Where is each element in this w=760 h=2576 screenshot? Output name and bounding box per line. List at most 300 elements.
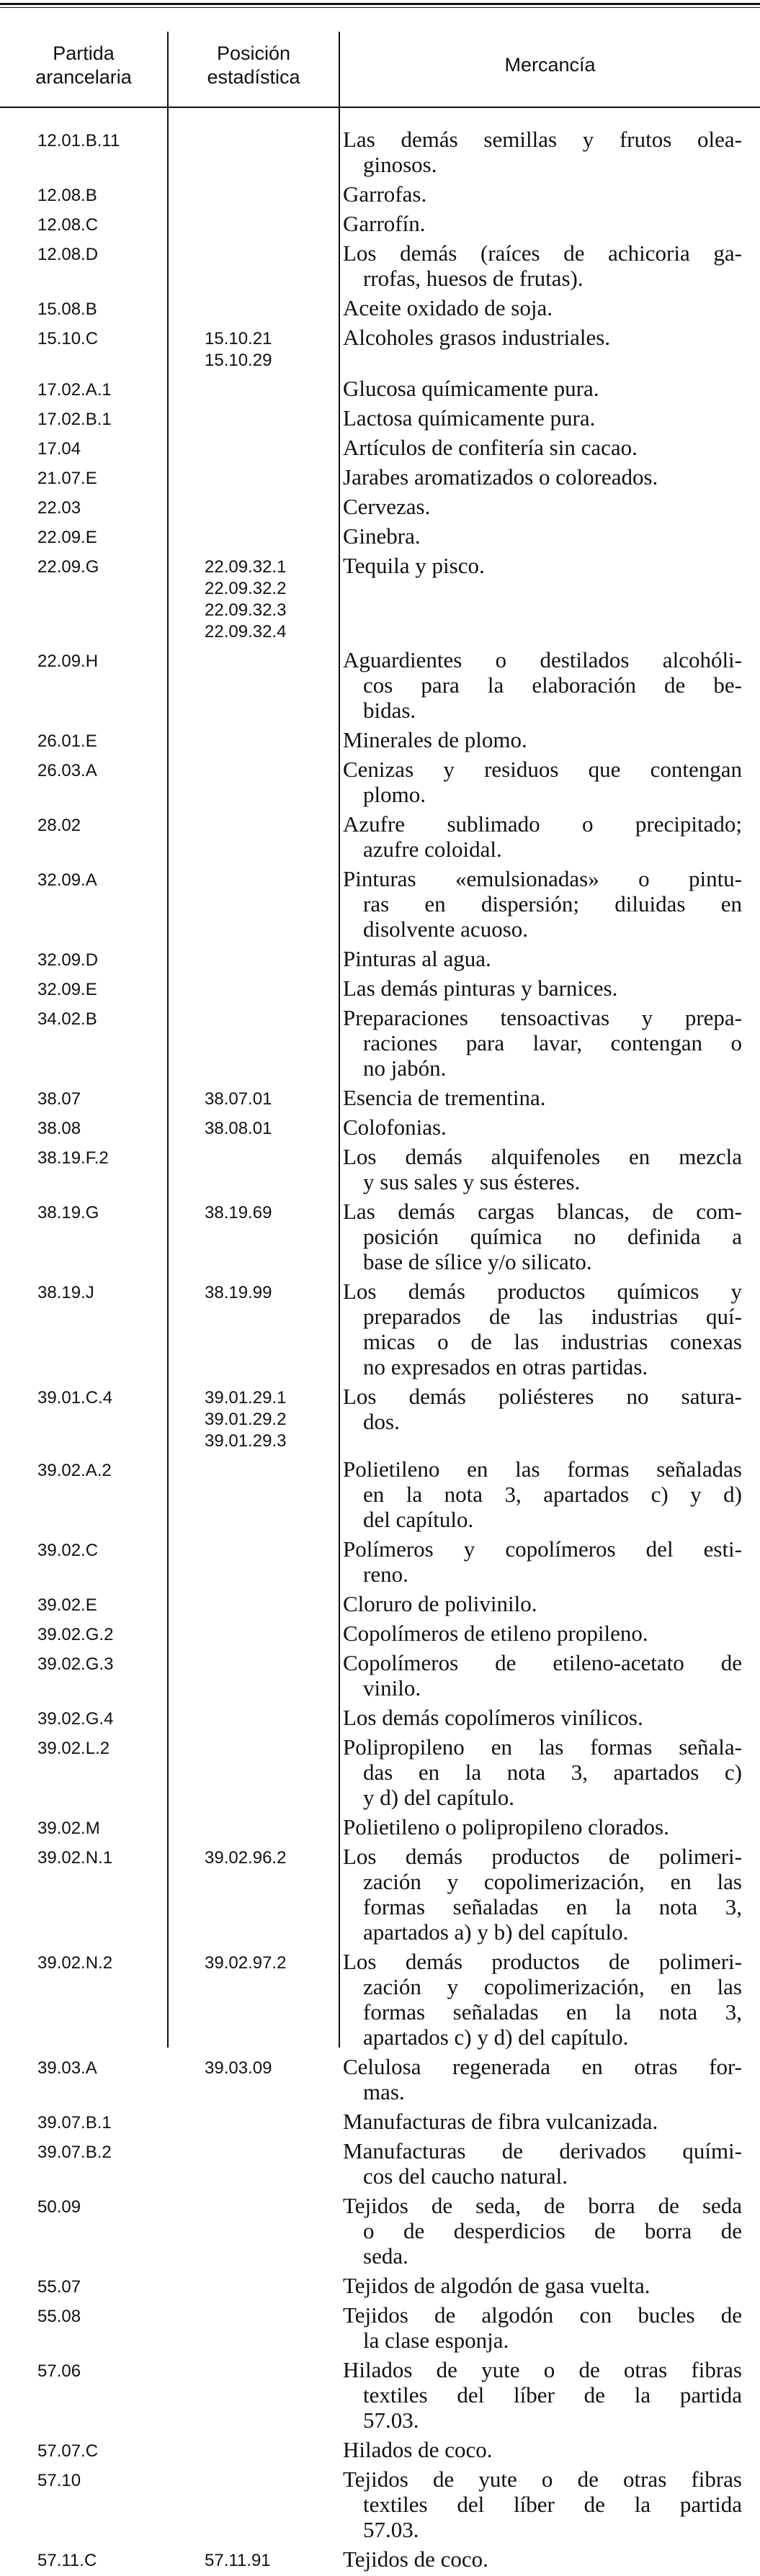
header-mercancia: Mercancía <box>504 54 596 76</box>
mercancia-line: Manufacturas de derivados quími- <box>343 2138 742 2163</box>
posicion-value: 39.02.97.2 <box>205 1953 287 1973</box>
partida-cell: 39.02.G.2 <box>37 1625 114 1644</box>
posicion-cell <box>167 325 339 376</box>
mercancia-line: Pinturas «emulsionadas» o pintu- <box>343 866 742 891</box>
mercancia-line: cos para la elaboración de be- <box>363 672 742 698</box>
mercancia-line: Garrofín. <box>343 211 426 236</box>
posicion-cell <box>167 464 339 494</box>
mercancia-cell <box>339 2302 742 2357</box>
posicion-cell <box>167 494 339 523</box>
mercancia-line: o de desperdicios de borra de <box>363 2218 742 2243</box>
mercancia-line: seda. <box>363 2243 408 2269</box>
mercancia-line: rrofas, huesos de frutas). <box>363 266 584 291</box>
header-partida-line2: arancelaria <box>35 66 132 88</box>
table-row <box>0 325 760 376</box>
mercancia-line: apartados a) y b) del capítulo. <box>363 1919 629 1945</box>
mercancia-line: Ginebra. <box>343 523 421 549</box>
table-row <box>0 1384 760 1456</box>
header-partida-line1: Partida <box>53 42 115 64</box>
table-row <box>0 1536 760 1591</box>
partida-cell: 12.08.B <box>37 186 97 205</box>
mercancia-line: Tejidos de algodón de gasa vuelta. <box>343 2273 651 2298</box>
mercancia-line: Manufacturas de fibra vulcanizada. <box>343 2109 658 2134</box>
mercancia-cell <box>339 376 742 405</box>
mercancia-cell <box>339 1384 742 1456</box>
mercancia-line: Polipropileno en las formas señala- <box>343 1734 742 1760</box>
mercancia-line: apartados c) y d) del capítulo. <box>363 2025 629 2050</box>
mercancia-line: Celulosa regenerada en otras for- <box>343 2054 742 2079</box>
partida-cell: 22.09.G <box>37 557 99 577</box>
partida-cell: 17.02.A.1 <box>37 380 112 400</box>
posicion-cell <box>167 1005 339 1085</box>
mercancia-line: Colofonias. <box>343 1114 447 1140</box>
mercancia-cell <box>339 523 742 553</box>
mercancia-line: formas señaladas en la nota 3, <box>363 1999 742 2025</box>
table-row <box>0 1591 760 1621</box>
mercancia-line: 57.03. <box>363 2408 419 2433</box>
mercancia-line: Polímeros y copolímeros del esti- <box>343 1536 742 1562</box>
table-row <box>0 1144 760 1199</box>
partida-cell: 39.01.C.4 <box>37 1388 113 1408</box>
partida-cell: 39.07.B.2 <box>37 2143 112 2162</box>
posicion-value: 39.02.96.2 <box>205 1848 287 1868</box>
mercancia-line: Los demás poliésteres no satura- <box>343 1384 742 1409</box>
posicion-value: 22.09.32.4 <box>205 622 287 641</box>
posicion-cell <box>167 1650 339 1705</box>
mercancia-cell <box>339 1279 742 1384</box>
partida-cell: 12.01.B.11 <box>37 131 120 150</box>
partida-cell: 38.19.J <box>37 1283 94 1302</box>
partida-cell: 55.07 <box>37 2277 81 2297</box>
mercancia-line: cos del caucho natural. <box>363 2163 568 2189</box>
mercancia-line: Tejidos de coco. <box>343 2546 488 2572</box>
table-row <box>0 1734 760 1814</box>
mercancia-line: Preparaciones tensoactivas y prepa- <box>343 1005 742 1030</box>
table-row <box>0 405 760 435</box>
mercancia-line: Tejidos de yute o de otras fibras <box>343 2467 742 2492</box>
table-row <box>0 1650 760 1705</box>
mercancia-cell <box>339 1144 742 1199</box>
table-row <box>0 2193 760 2273</box>
mercancia-cell <box>339 240 742 295</box>
posicion-cell <box>167 946 339 976</box>
posicion-cell <box>167 240 339 295</box>
table-row <box>0 1456 760 1536</box>
table-row <box>0 1949 760 2054</box>
partida-cell: 39.02.C <box>37 1541 99 1560</box>
mercancia-line: Cervezas. <box>343 494 431 519</box>
partida-cell: 39.02.L.2 <box>37 1739 110 1758</box>
posicion-cell <box>167 1844 339 1949</box>
mercancia-line: textiles del líber de la partida <box>363 2382 742 2408</box>
posicion-cell <box>167 2357 339 2437</box>
table-row <box>0 181 760 211</box>
mercancia-line: reno. <box>363 1562 408 1587</box>
mercancia-line: Tequila y pisco. <box>343 553 485 578</box>
partida-cell: 22.03 <box>37 498 81 518</box>
mercancia-line: mas. <box>363 2079 405 2104</box>
mercancia-line: Copolímeros de etileno-acetato de <box>343 1650 742 1675</box>
mercancia-cell <box>339 866 742 946</box>
mercancia-cell <box>339 946 742 976</box>
mercancia-cell <box>339 181 742 211</box>
posicion-cell <box>167 2054 339 2109</box>
header-posicion-line1: Posición <box>216 42 291 64</box>
posicion-cell <box>167 295 339 325</box>
mercancia-line: Los demás alquifenoles en mezcla <box>343 1144 742 1169</box>
mercancia-cell <box>339 553 742 647</box>
mercancia-line: Copolímeros de etileno propileno. <box>343 1621 648 1646</box>
mercancia-cell <box>339 1456 742 1536</box>
mercancia-cell <box>339 1199 742 1279</box>
mercancia-cell <box>339 494 742 523</box>
mercancia-line: Los demás (raíces de achicoria ga- <box>343 240 742 266</box>
mercancia-line: Cenizas y residuos que contengan <box>343 757 742 782</box>
partida-cell: 38.07 <box>37 1089 81 1109</box>
partida-cell: 57.07.C <box>37 2441 99 2461</box>
partida-cell: 39.02.M <box>37 1819 100 1838</box>
posicion-value: 15.10.29 <box>205 351 272 370</box>
table-row <box>0 1005 760 1085</box>
partida-cell: 39.02.E <box>37 1595 97 1615</box>
partida-cell: 12.08.D <box>37 245 99 264</box>
mercancia-line: azufre coloidal. <box>363 837 502 862</box>
mercancia-line: Glucosa químicamente pura. <box>343 376 599 401</box>
posicion-cell <box>167 1814 339 1844</box>
partida-cell: 17.02.B.1 <box>37 410 112 429</box>
table-row <box>0 2138 760 2193</box>
mercancia-cell <box>339 1621 742 1650</box>
posicion-value: 38.07.01 <box>205 1089 272 1109</box>
posicion-cell <box>167 553 339 647</box>
posicion-value: 39.01.29.2 <box>205 1410 287 1429</box>
mercancia-cell <box>339 1949 742 2054</box>
partida-cell: 32.09.D <box>37 950 99 970</box>
mercancia-cell <box>339 757 742 811</box>
table-row <box>0 1199 760 1279</box>
header-posicion <box>169 42 339 89</box>
mercancia-line: y d) del capítulo. <box>363 1785 515 1810</box>
mercancia-line: vinilo. <box>363 1675 421 1701</box>
posicion-cell <box>167 2302 339 2357</box>
mercancia-line: no expresados en otras partidas. <box>363 1354 648 1379</box>
table-row <box>0 127 760 181</box>
table-row <box>0 2054 760 2109</box>
partida-cell: 39.03.A <box>37 2058 97 2078</box>
mercancia-cell <box>339 295 742 325</box>
posicion-cell <box>167 1085 339 1114</box>
mercancia-line: das en la nota 3, apartados c) <box>363 1760 742 1785</box>
partida-cell: 50.09 <box>37 2197 81 2217</box>
mercancia-line: Hilados de coco. <box>343 2437 493 2462</box>
posicion-cell <box>167 1591 339 1621</box>
posicion-value: 15.10.21 <box>205 329 272 348</box>
posicion-cell <box>167 1144 339 1199</box>
mercancia-line: Alcoholes grasos industriales. <box>343 325 611 350</box>
mercancia-line: plomo. <box>363 782 426 807</box>
mercancia-line: base de sílice y/o silicato. <box>363 1249 592 1274</box>
partida-cell: 39.02.G.4 <box>37 1709 114 1729</box>
mercancia-cell <box>339 1114 742 1144</box>
tariff-table-body <box>0 127 760 2576</box>
mercancia-line: la clase esponja. <box>363 2328 509 2353</box>
posicion-cell <box>167 2109 339 2138</box>
mercancia-line: y sus sales y sus ésteres. <box>363 1169 581 1194</box>
table-row <box>0 376 760 405</box>
posicion-cell <box>167 757 339 811</box>
mercancia-line: Polietileno en las formas señaladas <box>343 1456 742 1482</box>
mercancia-line: no jabón. <box>363 1055 447 1081</box>
mercancia-cell <box>339 811 742 866</box>
partida-cell: 32.09.E <box>37 980 97 999</box>
table-row <box>0 523 760 553</box>
partida-cell: 28.02 <box>37 816 81 835</box>
table-row <box>0 553 760 647</box>
mercancia-cell <box>339 1650 742 1705</box>
partida-cell: 39.02.G.3 <box>37 1654 114 1674</box>
mercancia-line: Lactosa químicamente pura. <box>343 405 596 431</box>
mercancia-line: preparados de las industrias quí- <box>363 1304 742 1329</box>
posicion-cell <box>167 2273 339 2302</box>
partida-cell: 38.08 <box>37 1119 81 1138</box>
mercancia-line: ginosos. <box>363 152 437 177</box>
mercancia-line: 57.03. <box>363 2517 419 2542</box>
posicion-cell <box>167 211 339 240</box>
mercancia-line: disolvente acuoso. <box>363 917 529 942</box>
mercancia-cell <box>339 464 742 494</box>
mercancia-line: Garrofas. <box>343 181 427 207</box>
posicion-cell <box>167 1384 339 1456</box>
posicion-cell <box>167 181 339 211</box>
partida-cell: 39.02.A.2 <box>37 1461 112 1480</box>
mercancia-line: Aceite oxidado de soja. <box>343 295 553 320</box>
table-row <box>0 976 760 1005</box>
mercancia-line: Cloruro de polivinilo. <box>343 1591 537 1616</box>
mercancia-cell <box>339 2467 742 2546</box>
posicion-value: 38.08.01 <box>205 1119 272 1138</box>
posicion-cell <box>167 2138 339 2193</box>
mercancia-cell <box>339 1005 742 1085</box>
table-row <box>0 866 760 946</box>
posicion-cell <box>167 2467 339 2546</box>
mercancia-cell <box>339 1536 742 1591</box>
posicion-cell <box>167 1114 339 1144</box>
posicion-value: 22.09.32.2 <box>205 579 287 598</box>
mercancia-line: ras en dispersión; diluidas en <box>363 891 742 917</box>
mercancia-line: Polietileno o polipropileno clorados. <box>343 1814 669 1839</box>
mercancia-line: Hilados de yute o de otras fibras <box>343 2357 742 2382</box>
table-row <box>0 2357 760 2437</box>
table-row <box>0 1814 760 1844</box>
partida-cell: 15.08.B <box>37 300 97 319</box>
top-thin-rule <box>0 7 760 8</box>
table-row <box>0 494 760 523</box>
mercancia-cell <box>339 727 742 757</box>
mercancia-line: Minerales de plomo. <box>343 727 527 752</box>
partida-cell: 34.02.B <box>37 1009 97 1029</box>
partida-cell: 39.07.B.1 <box>37 2113 112 2133</box>
table-row <box>0 240 760 295</box>
posicion-cell <box>167 647 339 727</box>
posicion-cell <box>167 127 339 181</box>
mercancia-cell <box>339 1814 742 1844</box>
mercancia-line: del capítulo. <box>363 1507 474 1532</box>
table-row <box>0 811 760 866</box>
mercancia-cell <box>339 211 742 240</box>
mercancia-cell <box>339 1085 742 1114</box>
posicion-cell <box>167 405 339 435</box>
posicion-cell <box>167 2437 339 2467</box>
partida-cell: 22.09.H <box>37 652 99 671</box>
posicion-cell <box>167 866 339 946</box>
partida-cell: 26.03.A <box>37 761 97 780</box>
header-posicion-line2: estadística <box>207 66 300 88</box>
mercancia-cell <box>339 1734 742 1814</box>
posicion-cell <box>167 376 339 405</box>
posicion-cell <box>167 1199 339 1279</box>
mercancia-cell <box>339 435 742 464</box>
table-row <box>0 2467 760 2546</box>
mercancia-line: zación y copolimerización, en las <box>363 1869 742 1894</box>
mercancia-line: Los demás productos de polimeri- <box>343 1844 742 1869</box>
partida-cell: 38.19.F.2 <box>37 1148 109 1168</box>
partida-cell: 22.09.E <box>37 528 97 547</box>
table-row <box>0 464 760 494</box>
top-double-rule <box>0 3 760 5</box>
mercancia-line: Aguardientes o destilados alcohóli- <box>343 647 742 672</box>
posicion-cell <box>167 2546 339 2576</box>
mercancia-cell <box>339 2546 742 2576</box>
mercancia-cell <box>339 2054 742 2109</box>
table-row <box>0 2302 760 2357</box>
posicion-cell <box>167 435 339 464</box>
posicion-value: 39.01.29.3 <box>205 1431 287 1451</box>
partida-cell: 26.01.E <box>37 731 97 751</box>
mercancia-line: zación y copolimerización, en las <box>363 1974 742 1999</box>
mercancia-line: micas o de las industrias conexas <box>363 1329 742 1354</box>
table-row <box>0 2546 760 2576</box>
mercancia-line: Las demás cargas blancas, de com- <box>343 1199 742 1224</box>
posicion-cell <box>167 976 339 1005</box>
posicion-cell <box>167 811 339 866</box>
mercancia-line: Los demás productos de polimeri- <box>343 1949 742 1974</box>
table-row <box>0 1085 760 1114</box>
posicion-value: 39.03.09 <box>205 2058 272 2078</box>
mercancia-cell <box>339 2193 742 2273</box>
partida-cell: 57.06 <box>37 2361 81 2381</box>
posicion-cell <box>167 1456 339 1536</box>
partida-cell: 39.02.N.2 <box>37 1953 113 1973</box>
posicion-value: 39.01.29.1 <box>205 1388 287 1408</box>
posicion-value: 38.19.99 <box>205 1283 272 1302</box>
table-row <box>0 647 760 727</box>
mercancia-line: Esencia de trementina. <box>343 1085 546 1110</box>
table-row <box>0 2437 760 2467</box>
mercancia-cell <box>339 976 742 1005</box>
posicion-value: 22.09.32.3 <box>205 600 287 620</box>
table-row <box>0 727 760 757</box>
mercancia-cell <box>339 127 742 181</box>
mercancia-cell <box>339 2437 742 2467</box>
partida-cell: 17.04 <box>37 439 81 459</box>
table-row <box>0 211 760 240</box>
table-row <box>0 1705 760 1734</box>
mercancia-line: bidas. <box>363 698 416 723</box>
mercancia-line: Tejidos de seda, de borra de seda <box>343 2193 742 2218</box>
mercancia-cell <box>339 2273 742 2302</box>
mercancia-cell <box>339 325 742 376</box>
partida-cell: 12.08.C <box>37 215 99 235</box>
partida-cell: 57.11.C <box>37 2551 97 2570</box>
mercancia-line: Pinturas al agua. <box>343 946 491 971</box>
mercancia-line: Tejidos de algodón con bucles de <box>343 2302 742 2328</box>
table-row <box>0 2273 760 2302</box>
table-row <box>0 1844 760 1949</box>
mercancia-cell <box>339 1844 742 1949</box>
mercancia-line: raciones para lavar, contengan o <box>363 1030 742 1055</box>
header-rule <box>0 107 760 108</box>
partida-cell: 32.09.A <box>37 870 97 890</box>
mercancia-line: en la nota 3, apartados c) y d) <box>363 1482 742 1507</box>
mercancia-line: formas señaladas en la nota 3, <box>363 1894 742 1919</box>
table-row <box>0 1114 760 1144</box>
mercancia-line: Los demás copolímeros vinílicos. <box>343 1705 643 1730</box>
posicion-cell <box>167 727 339 757</box>
posicion-cell <box>167 2193 339 2273</box>
posicion-value: 22.09.32.1 <box>205 557 287 577</box>
posicion-cell <box>167 1536 339 1591</box>
header-partida <box>0 42 167 89</box>
mercancia-cell <box>339 405 742 435</box>
partida-cell: 55.08 <box>37 2307 81 2326</box>
mercancia-cell <box>339 1705 742 1734</box>
posicion-cell <box>167 1705 339 1734</box>
partida-cell: 38.19.G <box>37 1203 99 1222</box>
posicion-cell <box>167 1279 339 1384</box>
table-row <box>0 435 760 464</box>
posicion-value: 57.11.91 <box>205 2551 271 2570</box>
partida-cell: 15.10.C <box>37 329 99 348</box>
table-row <box>0 1621 760 1650</box>
posicion-cell <box>167 523 339 553</box>
partida-cell: 57.10 <box>37 2471 81 2490</box>
mercancia-line: Las demás pinturas y barnices. <box>343 976 618 1001</box>
mercancia-cell <box>339 2357 742 2437</box>
mercancia-line: posición química no definida a <box>363 1224 742 1249</box>
posicion-cell <box>167 1734 339 1814</box>
mercancia-line: Azufre sublimado o precipitado; <box>343 811 742 837</box>
partida-cell: 21.07.E <box>37 469 97 488</box>
mercancia-cell <box>339 647 742 727</box>
mercancia-line: Jarabes aromatizados o coloreados. <box>343 464 658 490</box>
table-row <box>0 757 760 811</box>
mercancia-line: textiles del líber de la partida <box>363 2492 742 2517</box>
mercancia-cell <box>339 1591 742 1621</box>
table-row <box>0 946 760 976</box>
posicion-cell <box>167 1949 339 2054</box>
posicion-cell <box>167 1621 339 1650</box>
partida-cell: 39.02.N.1 <box>37 1848 113 1868</box>
mercancia-line: dos. <box>363 1409 400 1434</box>
mercancia-cell <box>339 2109 742 2138</box>
mercancia-line: Artículos de confitería sin cacao. <box>343 435 638 460</box>
mercancia-line: Las demás semillas y frutos olea- <box>343 127 742 152</box>
mercancia-cell <box>339 2138 742 2193</box>
mercancia-line: Los demás productos químicos y <box>343 1279 742 1304</box>
posicion-value: 38.19.69 <box>205 1203 272 1222</box>
table-row <box>0 2109 760 2138</box>
table-row <box>0 1279 760 1384</box>
